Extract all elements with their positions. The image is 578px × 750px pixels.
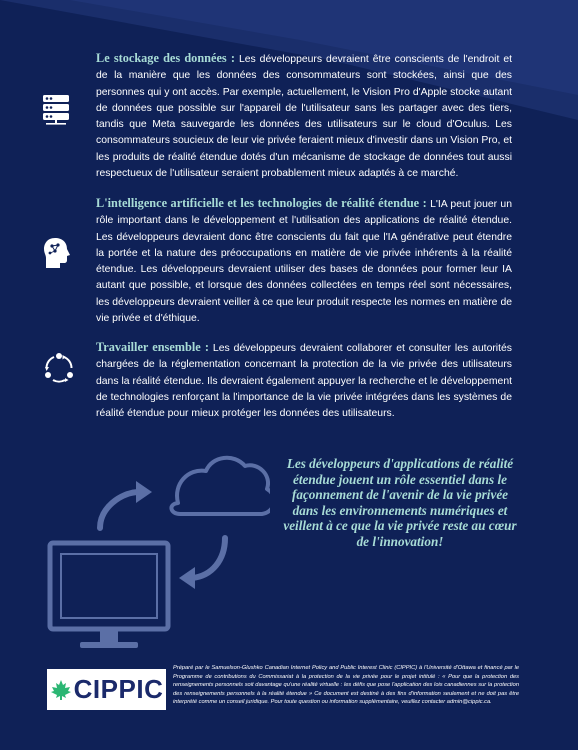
pull-quote: Les développeurs d'applications de réalité étendue jouent un rôle essentiel dans le façonnement de l'avenir de la vie privée dans les environnements numériques et veillent à ce que la vie privée reste au cœur de l'innovation!	[283, 456, 517, 549]
ai-head-icon	[42, 236, 72, 270]
section-body: L'IA peut jouer un rôle important dans le développement et l'utilisation des applications de réalité étendue. Les développeurs devraient donc être conscients du fait que l'IA générative peut étendre la portée et la nature des préoccupations en matière de vie privée inhérents à la réalité étendue. Les développeurs devraient utiliser des bases de données pour former leur IA autant que possible, et lorsque des données collectées en temps réel sont nécessaires, les développeurs devraient veiller à ce que leur produit respecte les normes en matière de vie privée et d'éthique.	[96, 199, 512, 325]
section-collaboration	[96, 339, 512, 422]
section-body: Les développeurs devraient être conscients de l'endroit et de la manière que les données des consommateurs sont stockées, ainsi que des personnes qui y ont accès. Par exemple, actuellement, le Vision Pro d'Apple stocke autant de données que possible sur l'appareil de l'utilisateur sans les partager avec des tiers, tandis que Meta sauvegarde les données des utilisateurs sur le cloud d'Oculus. Les consommateurs soucieux de leur vie privée feraient mieux d'investir dans un Vision Pro, et les produits de réalité étendue dotés d'un mécanisme de stockage de données tout aussi respectueux de l'utilisateur seraient probablement mieux adaptés à ce marché.	[96, 54, 512, 180]
section-data-storage	[96, 50, 512, 182]
footer-note: Préparé par le Samuelson-Glushko Canadian Internet Policy and Public Interest Clinic (CIPPIC) à l'Université d'Ottawa et financé par le Programme de contributions du Commissariat à la protection de la vie privée pour le projet intitulé : « Pour que la protection des renseignements personnels soit davantage qu'une réalité virtuelle : les défis que pose l'application des lois canadiennes sur la protection des renseignements personnels à la réalité étendue » Ce document est destiné à des fins d'information seulement et ne doit pas être interprété comme un conseil juridique. Pour toute question ou information supplémentaire, veuillez contacter admin@cippic.ca.	[173, 665, 519, 705]
server-icon	[40, 93, 72, 125]
section-heading: L'intelligence artificielle et les technologies de réalité étendue :	[96, 196, 427, 210]
logo-text: CIPPIC	[73, 674, 164, 704]
cloud-computer-illustration	[40, 448, 270, 668]
cippic-logo	[47, 669, 166, 710]
section-ai-xr	[96, 195, 512, 327]
section-heading: Travailler ensemble :	[96, 340, 209, 354]
collaboration-cycle-icon	[43, 351, 75, 383]
section-heading: Le stockage des données :	[96, 51, 235, 65]
maple-leaf-icon	[50, 679, 72, 701]
section-body: Les développeurs devraient collaborer et consulter les autorités chargées de la réglementation concernant la protection de la vie privée des utilisateurs dans la réalité étendue. Ils devraient également appuyer la recherche et le développement de technologies renforçant la l'importance de la vie privée intégrées dans les systèmes de réalité étendue pour mieux protéger les données des utilisateurs.	[96, 343, 512, 420]
